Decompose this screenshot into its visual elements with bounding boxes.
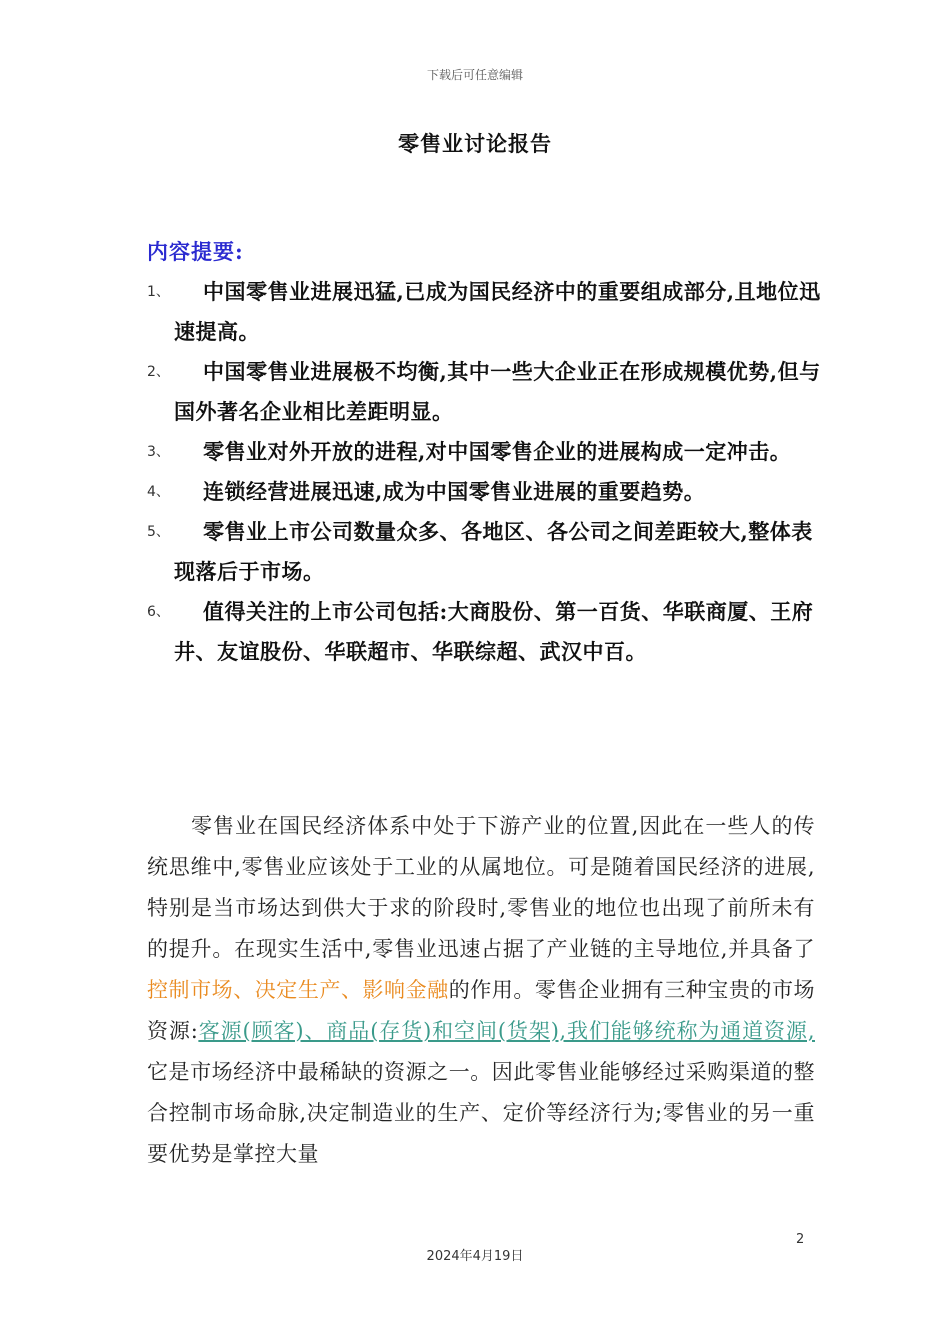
summary-item-text: 值得关注的上市公司包括:大商股份、第一百货、华联商厦、王府井、友谊股份、华联超市、华联综超、武汉中百。 [174, 599, 814, 664]
summary-heading: 内容提要: [147, 239, 244, 264]
summary-item-number: 6、 [147, 604, 170, 620]
page-number: 2 [796, 1232, 805, 1247]
body-paragraph [147, 806, 815, 1175]
summary-item [147, 592, 827, 672]
summary-item-number: 2、 [147, 364, 170, 380]
summary-item-number: 5、 [147, 524, 170, 540]
document-title: 零售业讨论报告 [398, 131, 552, 156]
summary-item-number: 3、 [147, 444, 170, 460]
summary-list [147, 272, 827, 672]
page-header-note: 下载后可任意编辑 [426, 68, 523, 82]
summary-item [147, 512, 827, 592]
summary-item-text: 零售业对外开放的进程,对中国零售企业的进展构成一定冲击。 [203, 439, 792, 464]
body-text: 零售业在国民经济体系中处于下游产业的位置,因此在一些人的传统思维中,零售业应该处于工业的从属地位。可是随着国民经济的进展,特别是当市场达到供大于求的阶段时,零售业的地位也出现了前所未有的提升。在现实生活中,零售业迅速占据了产业链的主导地位,并具备了 [147, 814, 815, 961]
body-text: 它是市场经济中最稀缺的资源之一。因此零售业能够经过采购渠道的整合控制市场命脉,决定制造业的生产、定价等经济行为;零售业的另一重要优势是掌控大量 [147, 1060, 815, 1166]
summary-item [147, 432, 827, 472]
summary-item-number: 1、 [147, 284, 170, 300]
footer-date: 2024年4月19日 [426, 1249, 524, 1264]
body-text: 的作用。零售企业拥有三种宝贵的市场资源: [147, 978, 816, 1043]
summary-item-text: 零售业上市公司数量众多、各地区、各公司之间差距较大,整体表现落后于市场。 [174, 519, 813, 584]
highlight-text-orange: 控制市场、决定生产、影响金融 [147, 978, 449, 1002]
summary-item-text: 中国零售业进展迅猛,已成为国民经济中的重要组成部分,且地位迅速提高。 [174, 279, 821, 344]
summary-item-text: 中国零售业进展极不均衡,其中一些大企业正在形成规模优势,但与国外著名企业相比差距明显。 [174, 359, 821, 424]
summary-item-text: 连锁经营进展迅速,成为中国零售业进展的重要趋势。 [203, 479, 706, 504]
summary-item-number: 4、 [147, 484, 170, 500]
summary-item [147, 472, 827, 512]
hyperlink-channel-resources[interactable]: 客源(顾客)、商品(存货)和空间(货架),我们能够统称为通道资源, [198, 1019, 815, 1043]
summary-item [147, 352, 827, 432]
summary-item [147, 272, 827, 352]
